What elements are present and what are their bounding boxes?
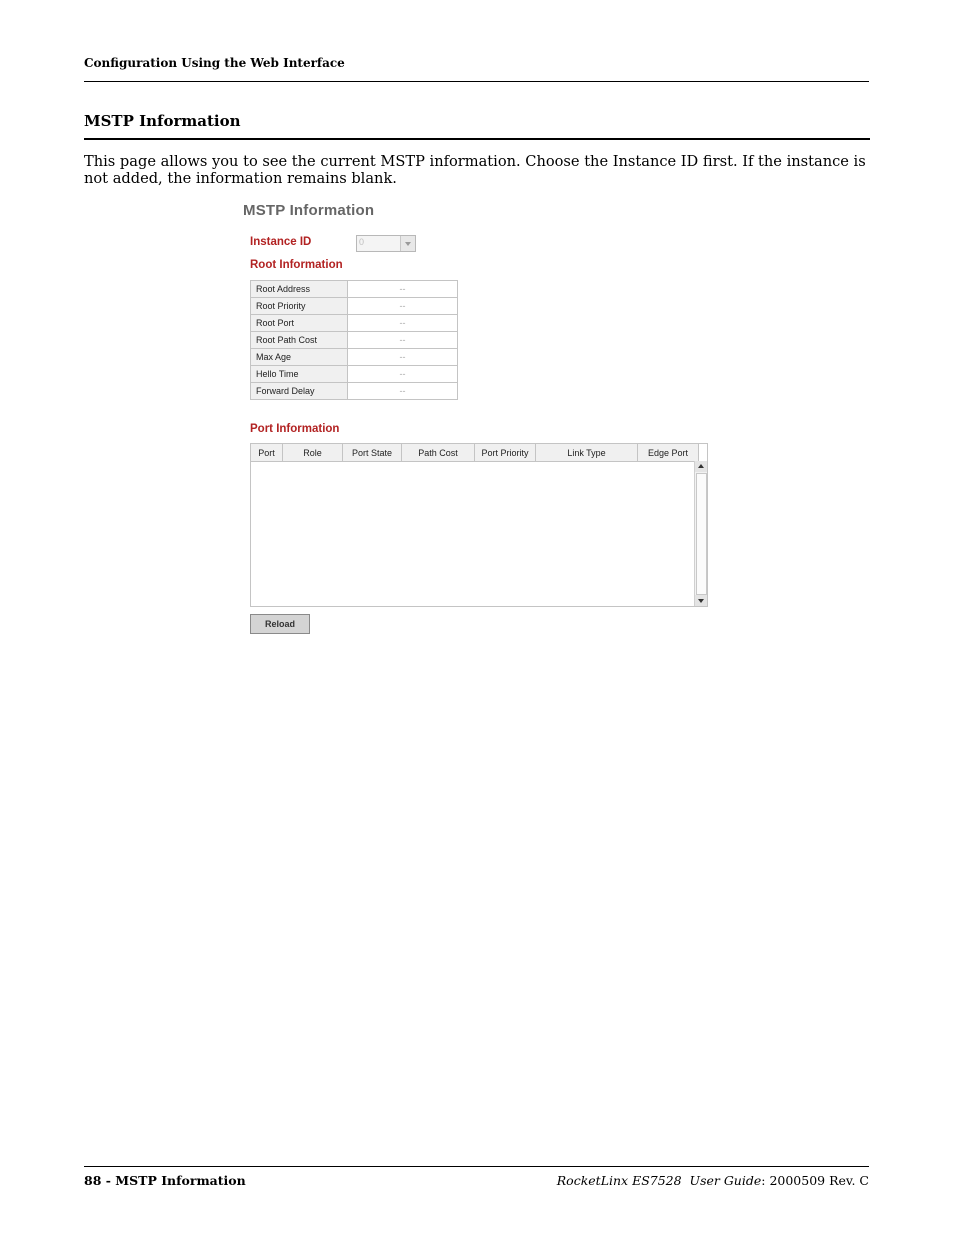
port-information-heading: Port Information [250, 423, 340, 435]
root-row [251, 281, 458, 298]
header-rule [84, 81, 869, 82]
port-column-header: Link Type [536, 444, 638, 462]
root-row-value: -- [348, 315, 458, 332]
running-header: Configuration Using the Web Interface [84, 56, 345, 70]
root-row-value: -- [348, 298, 458, 315]
scroll-up-icon[interactable] [695, 461, 707, 472]
footer-rule [84, 1166, 869, 1167]
root-information-table [250, 280, 458, 400]
port-column-header: Edge Port [638, 444, 699, 462]
port-table-header [251, 444, 699, 462]
root-row-value: -- [348, 349, 458, 366]
port-column-header: Port Priority [475, 444, 536, 462]
root-row [251, 366, 458, 383]
root-row-label: Root Port [251, 315, 348, 332]
intro-paragraph: This page allows you to see the current MSTP information. Choose the Instance ID first. If the instance is not added, the information remains blank. [84, 153, 866, 187]
mstp-screenshot [240, 198, 720, 638]
root-row [251, 383, 458, 400]
scrollbar-thumb[interactable] [696, 473, 707, 595]
root-row-value: -- [348, 366, 458, 383]
port-column-header: Role [283, 444, 343, 462]
footer-product: RocketLinx ES7528 [556, 1173, 682, 1188]
scroll-down-icon[interactable] [695, 595, 707, 606]
root-row-label: Root Address [251, 281, 348, 298]
root-information-heading: Root Information [250, 259, 343, 271]
root-row-value: -- [348, 281, 458, 298]
root-row [251, 349, 458, 366]
chevron-down-icon[interactable] [400, 236, 415, 251]
root-row-label: Root Path Cost [251, 332, 348, 349]
root-row-label: Hello Time [251, 366, 348, 383]
root-row [251, 298, 458, 315]
root-row-label: Root Priority [251, 298, 348, 315]
port-column-header: Port [251, 444, 283, 462]
ui-page-title: MSTP Information [243, 202, 375, 219]
root-row [251, 332, 458, 349]
instance-id-label: Instance ID [250, 236, 312, 248]
footer-guide: User Guide [689, 1173, 762, 1188]
root-row-value: -- [348, 383, 458, 400]
port-table-scrollbar[interactable] [694, 461, 707, 606]
root-row-value: -- [348, 332, 458, 349]
root-row-label: Forward Delay [251, 383, 348, 400]
port-column-header: Port State [343, 444, 402, 462]
reload-button[interactable]: Reload [250, 614, 310, 634]
root-row [251, 315, 458, 332]
section-title: MSTP Information [84, 112, 241, 130]
footer-doc-info [557, 1173, 869, 1188]
footer-page-label: 88 - MSTP Information [84, 1173, 246, 1188]
section-rule [84, 138, 870, 140]
instance-id-select[interactable] [356, 235, 416, 252]
instance-id-value: 0 [359, 237, 365, 247]
port-information-table [250, 443, 708, 607]
port-column-header: Path Cost [402, 444, 475, 462]
root-row-label: Max Age [251, 349, 348, 366]
footer-doc-rev: : 2000509 Rev. C [761, 1173, 869, 1188]
